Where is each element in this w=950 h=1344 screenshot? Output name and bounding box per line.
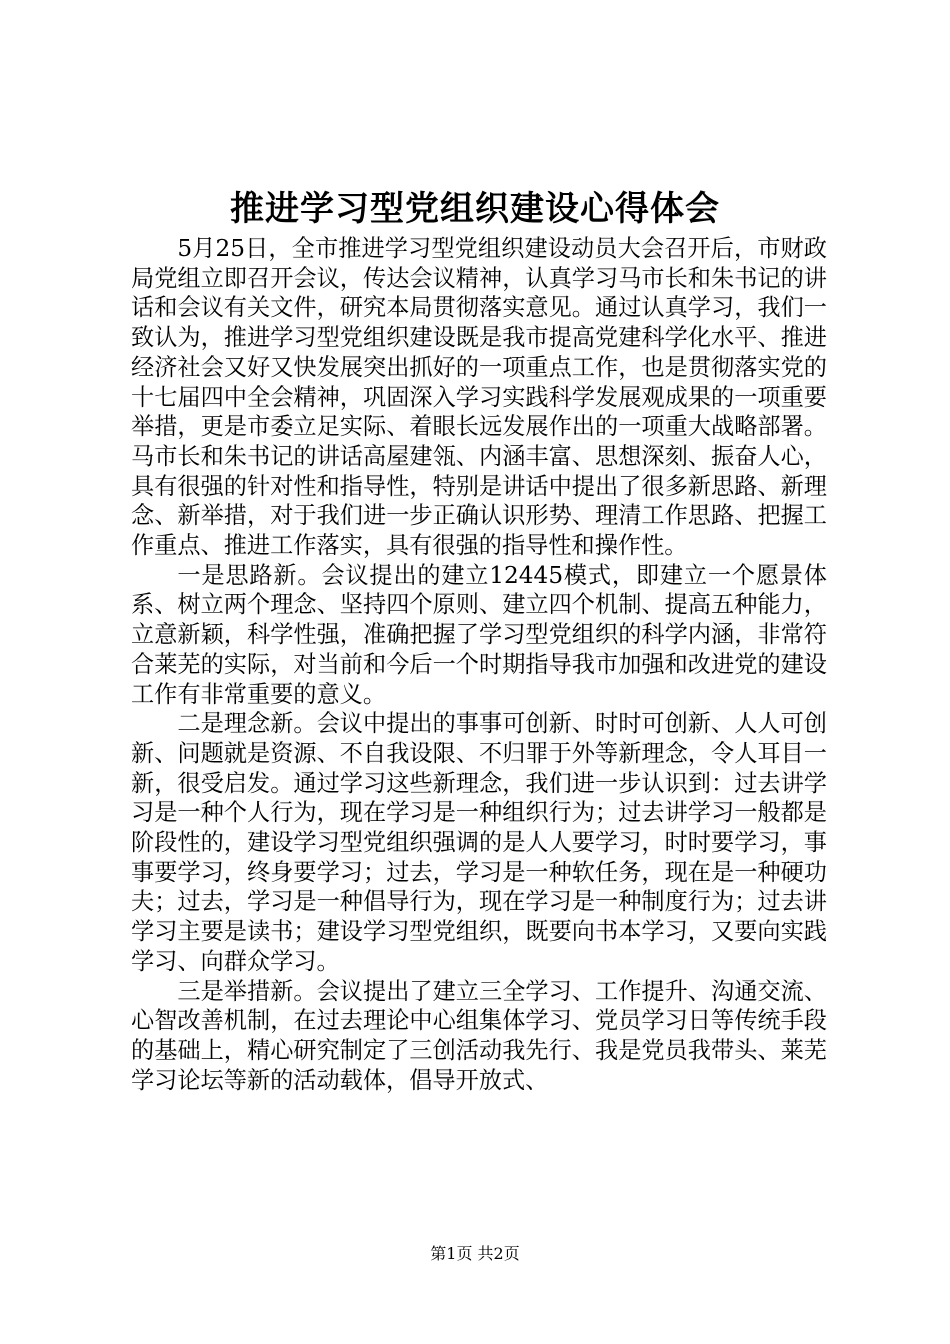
- document-body: [131, 234, 827, 1095]
- paragraph: 二是理念新。会议中提出的事事可创新、时时可创新、人人可创新、问题就是资源、不自我设限、不归罪于外等新理念，令人耳目一新，很受启发。通过学习这些新理念，我们进一步认识到：过去讲学习是一种个人行为，现在学习是一种组织行为；过去讲学习一般都是阶段性的，建设学习型党组织强调的是人人要学习，时时要学习，事事要学习，终身要学习；过去，学习是一种软任务，现在是一种硬功夫；过去，学习是一种倡导行为，现在学习是一种制度行为；过去讲学习主要是读书；建设学习型党组织，既要向书本学习，又要向实践学习、向群众学习。: [131, 710, 827, 975]
- paragraph: 三是举措新。会议提出了建立三全学习、工作提升、沟通交流、心智改善机制，在过去理论中心组集体学习、党员学习日等传统手段的基础上，精心研究制定了三创活动我先行、我是党员我带头、莱芜学习论坛等新的活动载体，倡导开放式、: [131, 977, 827, 1094]
- page-footer: 第1页 共2页: [430, 1244, 520, 1263]
- document-title: 推进学习型党组织建设心得体会: [230, 189, 720, 229]
- paragraph: 5月25日，全市推进学习型党组织建设动员大会召开后，市财政局党组立即召开会议，传达会议精神，认真学习马市长和朱书记的讲话和会议有关文件，研究本局贯彻落实意见。通过认真学习，我们一致认为，推进学习型党组织建设既是我市提高党建科学化水平、推进经济社会又好又快发展突出抓好的一项重点工作，也是贯彻落实党的十七届四中全会精神，巩固深入学习实践科学发展观成果的一项重要举措，更是市委立足实际、着眼长远发展作出的一项重大战略部署。马市长和朱书记的讲话高屋建瓴、内涵丰富、思想深刻、振奋人心，具有很强的针对性和指导性，特别是讲话中提出了很多新思路、新理念、新举措，对于我们进一步正确认识形势、理清工作思路、把握工作重点、推进工作落实，具有很强的指导性和操作性。: [131, 235, 827, 560]
- paragraph: 一是思路新。会议提出的建立12445模式，即建立一个愿景体系、树立两个理念、坚持四个原则、建立四个机制、提高五种能力，立意新颖，科学性强，准确把握了学习型党组织的科学内涵，非常符合莱芜的实际，对当前和今后一个时期指导我市加强和改进党的建设工作有非常重要的意义。: [131, 561, 827, 708]
